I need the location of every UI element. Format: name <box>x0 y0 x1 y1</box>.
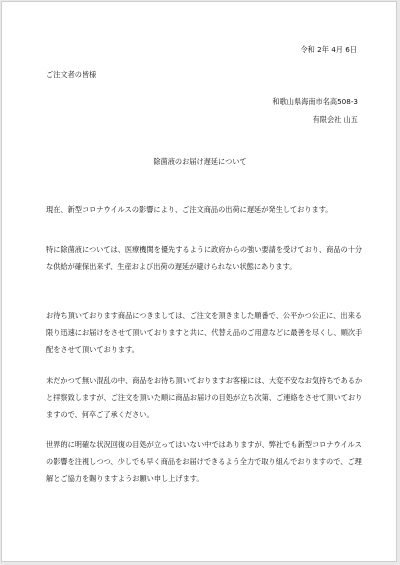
body-paragraph: お待ち頂いております商品につきましては、ご注文を頂きました順番で、公平かつ公正に、出来る限り迅速にお届けをさせて頂いておりますと共に、代替え品のご用意などに最善を尽くし、順次手配をさせて頂いております。 <box>46 311 363 354</box>
letter-date: 令和 2年 4月 6日 <box>300 45 357 54</box>
body-paragraph: 現在、新型コロナウイルスの影響により、ご注文商品の出荷に遅延が発生しております。 <box>46 205 333 214</box>
sender-address: 和歌山県海南市名高508-3 <box>272 97 358 106</box>
body-paragraph: 特に除菌液については、医療機関を優先するように政府からの強い要請を受けており、商品の十分な供給が確保出来ず、生産および出荷の遅延が避けられない状態にあります。 <box>46 245 363 271</box>
letter-page <box>1 1 397 562</box>
body-paragraph: 未だかつて無い混乱の中、商品をお待ち頂いておりますお客様には、大変不安なお気持ちであるかと拝察致しますが、ご注文を頂いた順に商品お届けの目処が立ち次第、ご連絡をさせて頂いておりますので、何卒ご了承ください。 <box>46 376 363 419</box>
letter-title: 除菌液のお届け遅延について <box>153 157 247 166</box>
sender-company: 有限会社 山五 <box>312 115 358 124</box>
greeting: ご注文者の皆様 <box>46 70 97 79</box>
body-paragraph: 世界的に明確な状況回復の目処が立ってはいない中ではありますが、弊社でも新型コロナウイルスの影響を注視しつつ、少しでも早く商品をお届けできるよう全力で取り組んでおりますので、ご理解とご協力を賜りますようお願い申し上げます。 <box>46 440 362 483</box>
